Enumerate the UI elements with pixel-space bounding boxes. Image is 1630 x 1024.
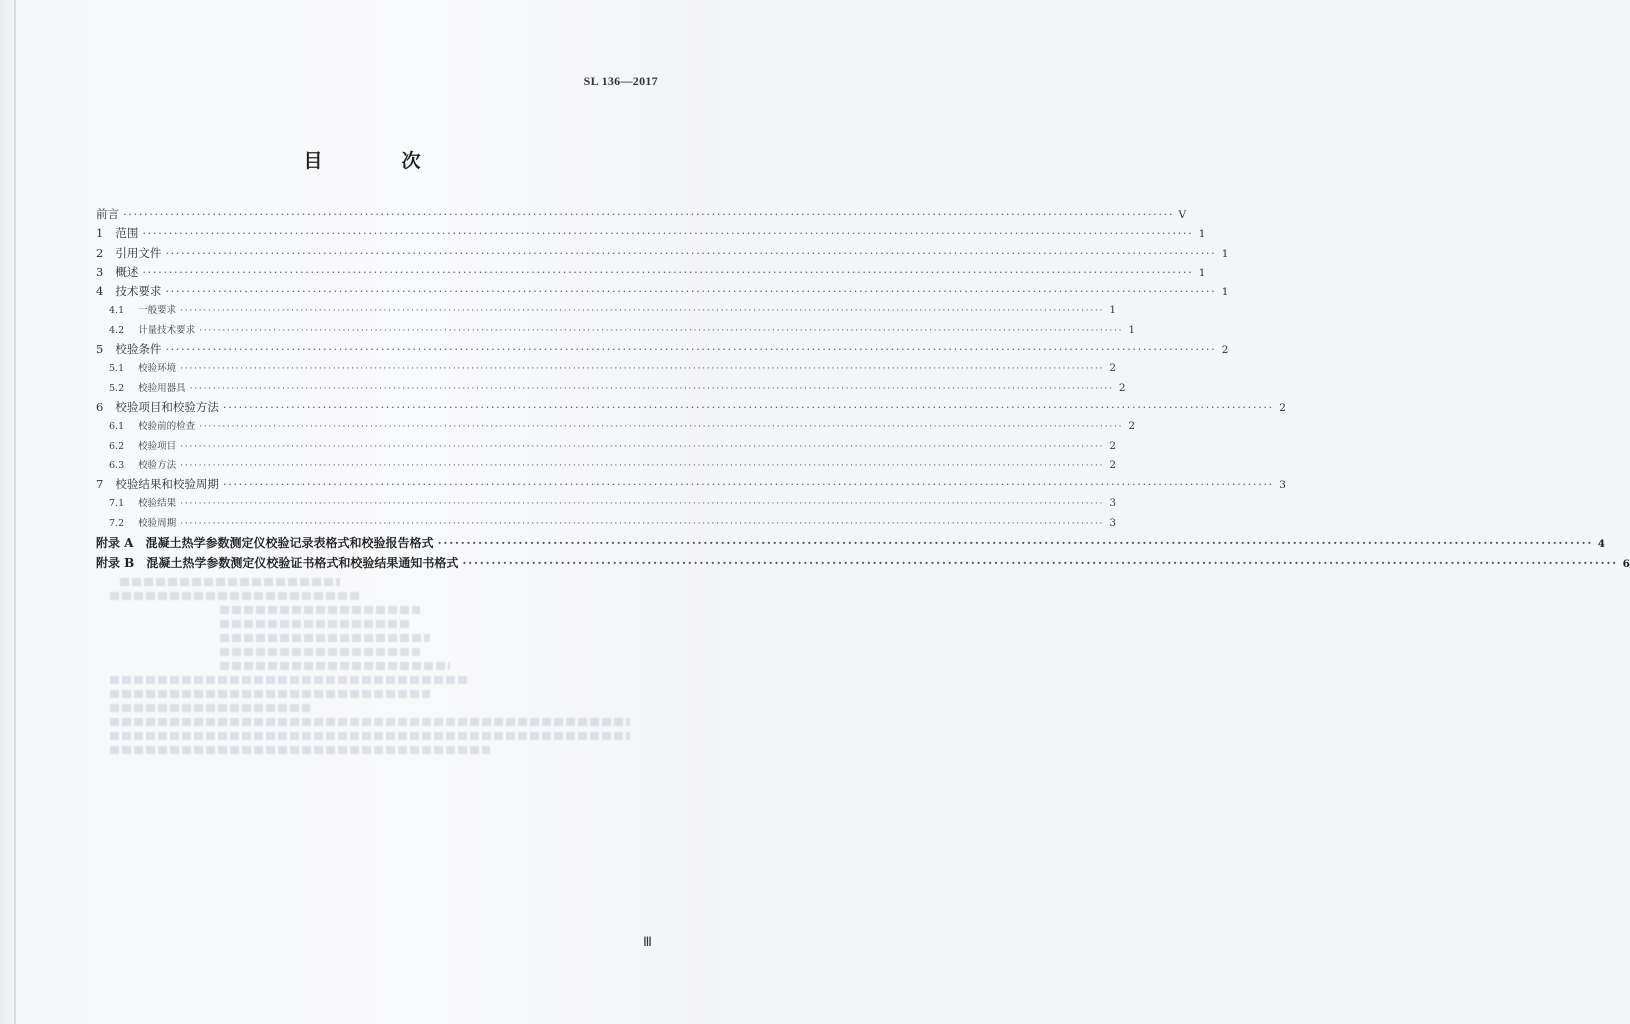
toc-entry-label: 校验条件 [115, 342, 162, 357]
toc-dot-leader: ········································································································································································································ [180, 363, 1105, 375]
toc-subsection-entry[interactable] [96, 438, 1117, 457]
toc-section-entry[interactable] [96, 341, 1229, 360]
toc-subsection-entry[interactable] [96, 457, 1117, 476]
toc-entry-number: 7.1 [109, 498, 125, 510]
toc-subsection-entry[interactable] [96, 302, 1117, 321]
toc-section-entry[interactable] [96, 283, 1229, 302]
toc-entry-number: 5.1 [109, 363, 125, 375]
bleed-through-line [110, 718, 630, 726]
toc-entry-number: 附录 B [96, 555, 135, 570]
toc-dot-leader: ········································································································································································································ [180, 459, 1105, 471]
toc-entry-number: 6 [96, 399, 104, 414]
toc-subsection-entry[interactable] [96, 495, 1117, 514]
toc-entry-number: 6.3 [109, 459, 125, 471]
toc-dot-leader: ········································································································································································································ [165, 342, 1217, 357]
toc-entry-page: 1 [1109, 304, 1117, 317]
toc-section-entry[interactable] [96, 225, 1206, 244]
toc-entry-label: 校验方法 [138, 459, 177, 471]
toc-entry-page: 1 [1198, 228, 1206, 241]
toc-entry-label: 概述 [115, 264, 139, 279]
toc-entry-page: 2 [1128, 420, 1136, 433]
toc-subsection-entry[interactable] [96, 322, 1136, 341]
bleed-through-line [220, 648, 420, 656]
toc-entry-page: 1 [1198, 266, 1206, 279]
toc-entry-number: 2 [96, 245, 104, 260]
toc-entry-label: 技术要求 [115, 284, 162, 299]
toc-section-entry[interactable] [96, 399, 1286, 418]
toc-entry-number: 5 [96, 342, 104, 357]
toc-entry-page: 6 [1622, 557, 1630, 570]
bleed-through-line [220, 662, 450, 670]
toc-entry-page: 1 [1128, 323, 1136, 336]
bleed-through-line [120, 578, 340, 586]
toc-entry-page: 1 [1221, 247, 1229, 260]
toc-entry-page: 2 [1118, 381, 1126, 394]
toc-entry-number: 1 [96, 226, 104, 241]
toc-dot-leader: ········································································································································································································ [180, 440, 1105, 452]
bleed-through-line [110, 592, 360, 600]
toc-entry-number: 4.2 [109, 324, 125, 336]
toc-entry-number: 6.1 [109, 421, 125, 433]
toc-entry-page: 2 [1109, 439, 1117, 452]
toc-entry-number: 3 [96, 264, 104, 279]
bleed-through-texture [110, 572, 690, 759]
toc-entry-page: 2 [1109, 362, 1117, 375]
toc-entry-page: 3 [1279, 479, 1286, 492]
toc-entry-number: 附录 A [96, 536, 134, 551]
toc-entry-label: 引用文件 [115, 245, 162, 260]
toc-entry-label: 校验前的检查 [138, 421, 196, 433]
toc-entry-page: 2 [1221, 344, 1229, 357]
toc-entry-page: 4 [1597, 538, 1606, 551]
toc-title: 目 次 [303, 150, 451, 172]
toc-entry-page: 3 [1109, 497, 1117, 510]
toc-entry-number: 5.2 [109, 382, 125, 394]
bleed-through-line [110, 690, 430, 698]
toc-entry-label: 校验周期 [138, 517, 177, 529]
toc-dot-leader: ········································································································································································································ [199, 421, 1124, 433]
toc-dot-leader: ········································································································································································································ [199, 324, 1124, 336]
toc-dot-leader: ········································································································································································································ [165, 245, 1217, 260]
toc-dot-leader: ········································································································································································································ [180, 305, 1105, 317]
toc-subsection-entry[interactable] [96, 380, 1126, 399]
bleed-through-line [110, 676, 470, 684]
toc-entry-page: 2 [1109, 458, 1117, 471]
table-of-contents [96, 206, 1630, 573]
toc-entry-label: 校验项目 [138, 440, 177, 452]
toc-entry-number: 7 [96, 477, 104, 492]
document-code: SL 136—2017 [583, 74, 658, 88]
toc-entry-number: 7.2 [109, 517, 125, 529]
toc-dot-leader: ········································································································································································································ [222, 477, 1274, 492]
toc-dot-leader: ········································································································································································································ [142, 264, 1194, 279]
toc-dot-leader: ········································································································································································································ [222, 399, 1274, 414]
toc-entry-page: 1 [1221, 286, 1229, 299]
bleed-through-line [110, 732, 630, 740]
toc-entry-number: 4.1 [109, 305, 125, 317]
toc-dot-leader: ········································································································································································································ [189, 382, 1114, 394]
toc-entry-label: 校验用器具 [138, 382, 186, 394]
toc-section-entry[interactable] [96, 476, 1286, 495]
toc-entry-number: 4 [96, 284, 104, 299]
toc-dot-leader: ········································································································································································································ [437, 536, 1594, 551]
toc-entry-label: 前言 [96, 207, 119, 221]
toc-entry-label: 混凝土热学参数测定仪校验记录表格式和校验报告格式 [145, 536, 434, 551]
toc-entry-label: 计量技术要求 [138, 324, 196, 336]
toc-subsection-entry[interactable] [96, 360, 1117, 379]
toc-dot-leader: ········································································································································································································ [142, 226, 1194, 241]
bleed-through-line [220, 634, 430, 642]
toc-section-entry[interactable] [96, 206, 1187, 225]
toc-dot-leader: ········································································································································································································ [180, 517, 1105, 529]
toc-entry-label: 校验结果和校验周期 [115, 477, 219, 492]
toc-section-entry[interactable] [96, 245, 1229, 264]
toc-subsection-entry[interactable] [96, 515, 1117, 534]
toc-appendix-entry[interactable] [96, 534, 1606, 554]
toc-appendix-entry[interactable] [96, 554, 1630, 574]
toc-entry-page: V [1178, 209, 1187, 221]
toc-dot-leader: ········································································································································································································ [165, 284, 1217, 299]
toc-entry-label: 校验项目和校验方法 [115, 399, 219, 414]
page-number: Ⅲ [643, 934, 652, 949]
toc-entry-label: 一般要求 [138, 305, 177, 317]
toc-entry-label: 范围 [115, 226, 139, 241]
toc-entry-label: 校验结果 [138, 498, 177, 510]
toc-entry-page: 3 [1109, 516, 1117, 529]
toc-entry-page: 2 [1279, 401, 1286, 414]
toc-dot-leader: ········································································································································································································ [123, 207, 1175, 221]
toc-entry-label: 校验环境 [138, 363, 177, 375]
bleed-through-line [220, 606, 420, 614]
toc-dot-leader: ········································································································································································································ [180, 498, 1105, 510]
toc-entry-label: 混凝土热学参数测定仪校验证书格式和校验结果通知书格式 [146, 555, 459, 570]
toc-dot-leader: ········································································································································································································ [462, 555, 1618, 570]
toc-subsection-entry[interactable] [96, 418, 1136, 437]
bleed-through-line [110, 704, 310, 712]
toc-entry-number: 6.2 [109, 440, 125, 452]
toc-section-entry[interactable] [96, 264, 1206, 283]
bleed-through-line [110, 746, 490, 754]
bleed-through-line [220, 620, 410, 628]
